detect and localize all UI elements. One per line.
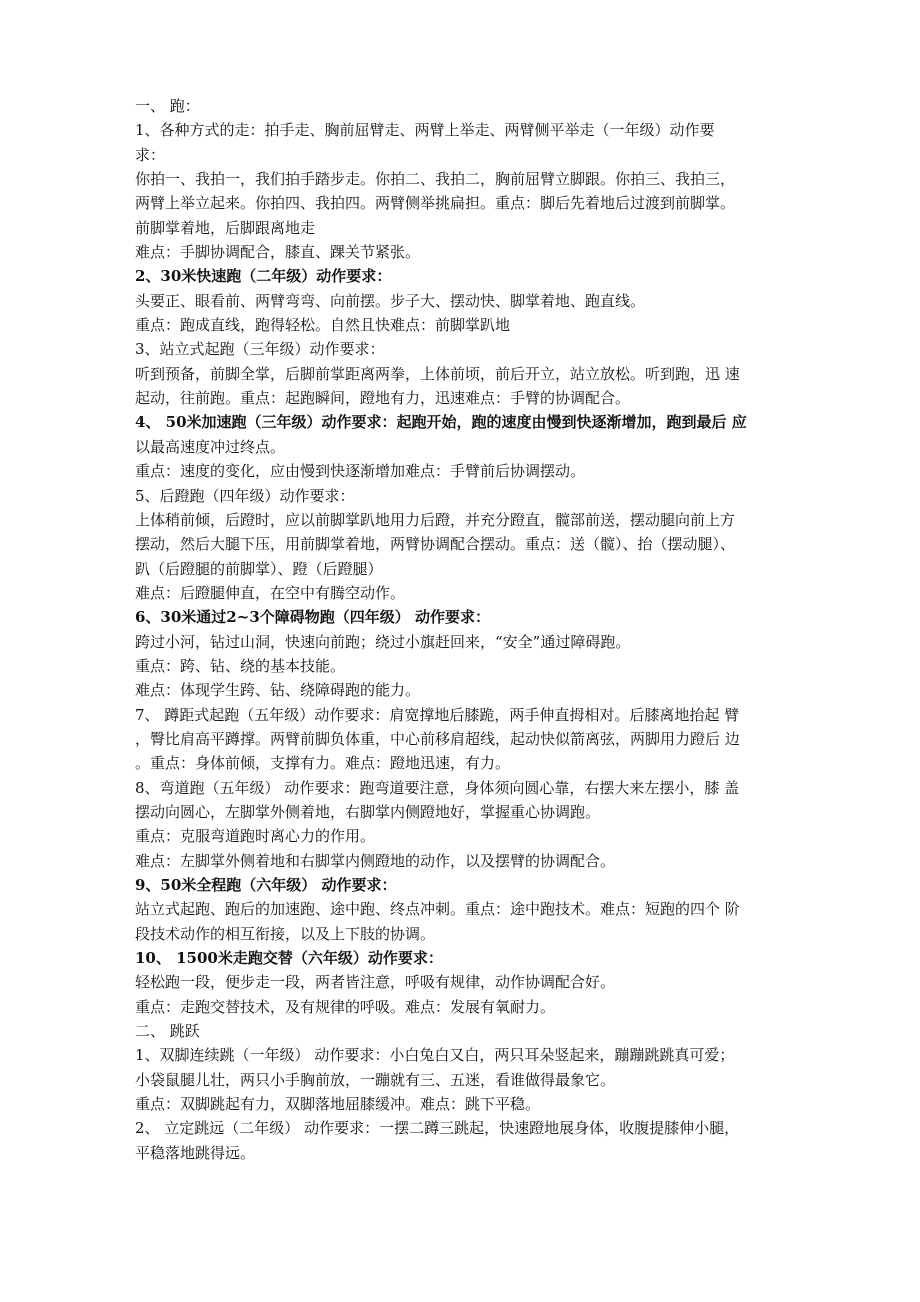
section-heading-running: 一、 跑： bbox=[135, 97, 200, 115]
paragraph-line: 摆动，然后大腿下压，用前脚掌着地，两臂协调配合摆动。重点：送（髋）、抬（摆动腿）、 bbox=[135, 535, 736, 554]
difficulty-line: 难点：左脚掌外侧着地和右脚掌内侧蹬地的动作，以及摆臂的协调配合。 bbox=[135, 851, 616, 870]
item-3-heading: 3、站立式起跑（三年级）动作要求： bbox=[135, 340, 385, 359]
item-6-heading: 6、30米通过2~3个障碍物跑（四年级） 动作要求： bbox=[135, 608, 490, 627]
paragraph-line: ，臀比肩高平蹲撑。两臂前脚负体重，中心前移肩超线，起动快似箭离弦，两脚用力蹬后 边 bbox=[135, 729, 740, 748]
item-7-heading: 7、 蹲距式起跑（五年级）动作要求：肩宽撑地后膝跪，两手伸直拇相对。后膝离地抬起 臂 bbox=[135, 705, 740, 724]
paragraph-line: 跨过小河，钻过山洞，快速向前跑；绕过小旗赶回来，“安全”通过障碍跑。 bbox=[135, 632, 631, 651]
item-8-heading: 8、弯道跑（五年级） 动作要求：跑弯道要注意，身体须向圆心靠，右摆大来左摆小，膝 盖 bbox=[135, 778, 740, 797]
section-heading-jumping: 二、 跳跃 bbox=[135, 1022, 200, 1041]
paragraph-line: 上体稍前倾，后蹬时，应以前脚掌趴地用力后蹬，并充分蹬直，髋部前送，摆动腿向前上方 bbox=[135, 510, 736, 529]
paragraph-line: 。重点：身体前倾，支撑有力。难点：蹬地迅速，有力。 bbox=[135, 754, 511, 773]
paragraph-line: 起动，往前跑。重点：起跑瞬间，蹬地有力，迅速难点：手臂的协调配合。 bbox=[135, 389, 631, 408]
paragraph-line: 听到预备，前脚全掌，后脚前掌距离两拳，上体前顷，前后开立，站立放松。听到跑，迅 速 bbox=[135, 364, 740, 383]
document-body bbox=[135, 94, 803, 1165]
keypoint-line: 重点：速度的变化，应由慢到快逐渐增加难点：手臂前后协调摆动。 bbox=[135, 462, 586, 481]
paragraph-line: 两臂上举立起来。你拍四、我拍四。两臂侧举挑扁担。重点：脚后先着地后过渡到前脚掌。 bbox=[135, 194, 736, 213]
keypoint-line: 重点：跑成直线，跑得轻松。自然且快难点：前脚掌趴地 bbox=[135, 316, 511, 335]
keypoint-line: 重点：双脚跳起有力，双脚落地屈膝缓冲。难点：跳下平稳。 bbox=[135, 1095, 541, 1114]
jump-item-2-heading: 2、 立定跳远（二年级） 动作要求：一摆二蹲三跳起，快速蹬地展身体，收腹提膝伸小腿， bbox=[135, 1119, 740, 1138]
difficulty-line: 难点：体现学生跨、钻、绕障碍跑的能力。 bbox=[135, 681, 421, 700]
item-1-heading: 1、各种方式的走：拍手走、胸前屈臂走、两臂上举走、两臂侧平举走（一年级）动作要 bbox=[135, 121, 715, 140]
paragraph-line: 以最高速度冲过终点。 bbox=[135, 437, 286, 456]
jump-item-1-heading: 1、双脚连续跳（一年级） 动作要求：小白兔白又白，两只耳朵竖起来，蹦蹦跳跳真可爱； bbox=[135, 1046, 735, 1065]
paragraph-line: 前脚掌着地，后脚跟离地走 bbox=[135, 218, 316, 237]
paragraph-line: 头要正、眼看前、两臂弯弯、向前摆。步子大、摆动快、脚掌着地、跑直线。 bbox=[135, 291, 646, 310]
paragraph-line: 趴（后蹬腿的前脚掌）、蹬（后蹬腿） bbox=[135, 559, 383, 578]
paragraph-line: 摆动向圆心，左脚掌外侧着地，右脚掌内侧蹬地好，掌握重心协调跑。 bbox=[135, 802, 601, 821]
item-5-heading: 5、后蹬跑（四年级）动作要求： bbox=[135, 486, 355, 505]
item-4-heading: 4、 50米加速跑（三年级）动作要求：起跑开始，跑的速度由慢到快逐渐增加，跑到最后 应 bbox=[135, 413, 747, 432]
item-2-heading: 2、30米快速跑（二年级）动作要求： bbox=[135, 267, 392, 286]
keypoint-line: 重点：走跑交替技术，及有规律的呼吸。难点：发展有氧耐力。 bbox=[135, 997, 556, 1016]
paragraph-line: 段技术动作的相互衔接，以及上下肢的协调。 bbox=[135, 924, 436, 943]
paragraph-line: 小袋鼠腿儿壮，两只小手胸前放，一蹦就有三、五迷，看谁做得最象它。 bbox=[135, 1070, 616, 1089]
difficulty-line: 难点：后蹬腿伸直，在空中有腾空动作。 bbox=[135, 583, 406, 602]
item-9-heading: 9、50米全程跑（六年级） 动作要求： bbox=[135, 876, 397, 894]
paragraph-line: 轻松跑一段，便步走一段，两者皆注意，呼吸有规律，动作协调配合好。 bbox=[135, 973, 616, 992]
paragraph-line: 你拍一、我拍一，我们拍手踏步走。你拍二、我拍二，胸前屈臂立脚跟。你拍三、我拍三， bbox=[135, 170, 736, 189]
item-1-heading-cont: 求： bbox=[135, 145, 166, 164]
item-10-heading: 10、 1500米走跑交替（六年级）动作要求： bbox=[135, 949, 443, 968]
keypoint-line: 重点：克服弯道跑时离心力的作用。 bbox=[135, 827, 376, 846]
paragraph-line: 站立式起跑、跑后的加速跑、途中跑、终点冲刺。重点：途中跑技术。难点：短跑的四个 阶 bbox=[135, 900, 740, 919]
difficulty-line: 难点：手脚协调配合，膝直、踝关节紧张。 bbox=[135, 243, 421, 262]
paragraph-line: 平稳落地跳得远。 bbox=[135, 1143, 256, 1162]
keypoint-line: 重点：跨、钻、绕的基本技能。 bbox=[135, 656, 346, 675]
